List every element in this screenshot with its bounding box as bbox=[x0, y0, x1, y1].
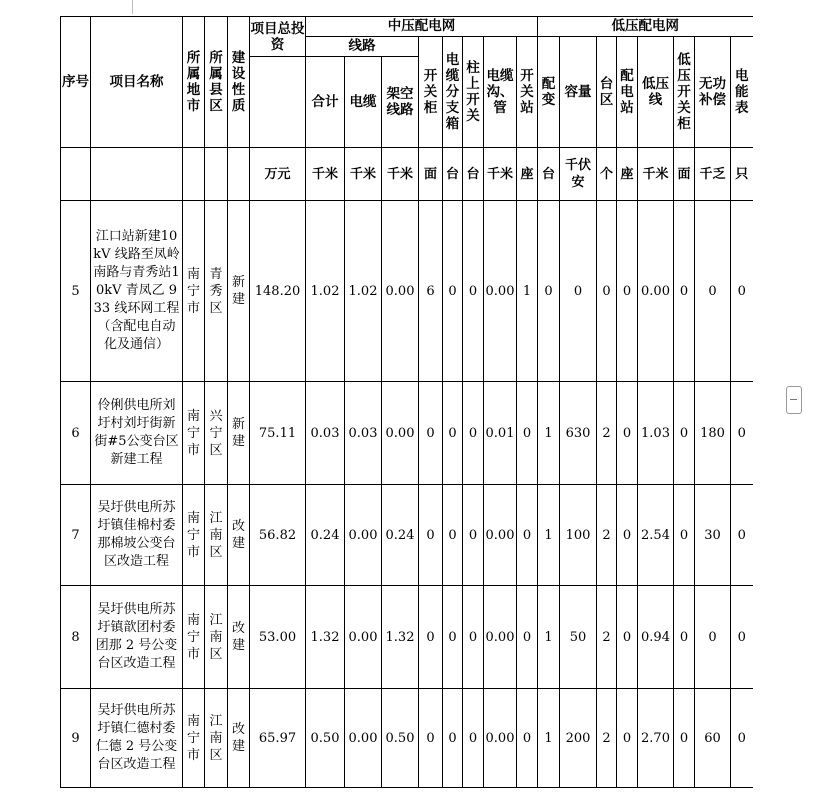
cell-lv-line: 2.54 bbox=[638, 485, 674, 586]
cell-transformer: 1 bbox=[538, 586, 560, 689]
cell-pole-switch: 0 bbox=[463, 689, 484, 788]
cell-branch-box: 0 bbox=[443, 382, 463, 485]
cell-investment: 53.00 bbox=[250, 586, 306, 689]
cell-capacity: 50 bbox=[560, 586, 597, 689]
unit-dist-room: 座 bbox=[617, 148, 638, 201]
cell-pole-switch: 0 bbox=[463, 586, 484, 689]
cell-reactive: 180 bbox=[695, 382, 731, 485]
unit-overhead: 千米 bbox=[382, 148, 419, 201]
cell-nature: 改建 bbox=[228, 485, 250, 586]
header-dist-transformer: 配变 bbox=[538, 37, 560, 148]
cell-city: 南宁市 bbox=[183, 689, 205, 788]
cell-overhead: 0.50 bbox=[382, 689, 419, 788]
cell-station: 0 bbox=[517, 586, 538, 689]
cell-project-name: 吴圩供电所苏圩镇佳棉村委那棉坡公变台区改造工程 bbox=[91, 485, 183, 586]
unit-capacity: 千伏安 bbox=[560, 148, 597, 201]
cell-nature: 改建 bbox=[228, 586, 250, 689]
cell-lv-cabinet: 0 bbox=[674, 689, 695, 788]
cell-nature: 改建 bbox=[228, 689, 250, 788]
cell-trench: 0.00 bbox=[484, 201, 517, 382]
cell-seq: 6 bbox=[61, 382, 91, 485]
cell-county: 江南区 bbox=[205, 485, 228, 586]
cell-lv-cabinet: 0 bbox=[674, 201, 695, 382]
cell-reactive: 30 bbox=[695, 485, 731, 586]
header-cable-trench: 电缆沟、管 bbox=[484, 37, 517, 148]
header-lv-line: 低压线 bbox=[638, 37, 674, 148]
unit-cable-branch-box: 台 bbox=[443, 148, 463, 201]
cell-lv-cabinet: 0 bbox=[674, 586, 695, 689]
cell-trench: 0.00 bbox=[484, 689, 517, 788]
cell-switch-cabinet: 0 bbox=[419, 382, 443, 485]
header-capacity: 容量 bbox=[560, 37, 597, 148]
unit-switch-station: 座 bbox=[517, 148, 538, 201]
cell-transformer: 1 bbox=[538, 485, 560, 586]
cell-meter: 0 bbox=[731, 382, 753, 485]
header-pole-switch: 柱上开关 bbox=[463, 37, 484, 148]
cell-project-name: 吴圩供电所苏圩镇仁德村委仁德 2 号公变台区改造工程 bbox=[91, 689, 183, 788]
cell-cable: 1.02 bbox=[345, 201, 382, 382]
cell-total: 0.50 bbox=[306, 689, 345, 788]
table-row bbox=[61, 382, 753, 485]
cell-transformer: 1 bbox=[538, 382, 560, 485]
cell-overhead: 0.00 bbox=[382, 382, 419, 485]
cell-meter: 0 bbox=[731, 586, 753, 689]
cell-branch-box: 0 bbox=[443, 689, 463, 788]
cell-cable: 0.00 bbox=[345, 586, 382, 689]
cell-seq: 5 bbox=[61, 201, 91, 382]
cell-cable: 0.00 bbox=[345, 689, 382, 788]
cell-capacity: 100 bbox=[560, 485, 597, 586]
header-total-investment: 项目总投资 bbox=[250, 17, 306, 57]
cell-county: 兴宁区 bbox=[205, 382, 228, 485]
cell-lv-cabinet: 0 bbox=[674, 382, 695, 485]
cell-county: 青秀区 bbox=[205, 201, 228, 382]
header-reactive-comp: 无功补偿 bbox=[695, 37, 731, 148]
header-seq: 序号 bbox=[61, 17, 91, 148]
unit-investment: 万元 bbox=[250, 148, 306, 201]
crop-mark bbox=[126, 0, 133, 14]
header-lv-switch-cabinet: 低压开关柜 bbox=[674, 37, 695, 148]
collapse-handle-icon[interactable] bbox=[786, 386, 802, 414]
cell-area: 2 bbox=[597, 382, 617, 485]
cell-investment: 75.11 bbox=[250, 382, 306, 485]
cell-transformer: 0 bbox=[538, 201, 560, 382]
cell-room: 0 bbox=[617, 382, 638, 485]
unit-meter: 只 bbox=[731, 148, 753, 201]
unit-lv-switch-cabinet: 面 bbox=[674, 148, 695, 201]
cell-overhead: 1.32 bbox=[382, 586, 419, 689]
cell-total: 1.32 bbox=[306, 586, 345, 689]
header-lv-group: 低压配电网 bbox=[538, 17, 753, 37]
cell-station: 0 bbox=[517, 382, 538, 485]
unit-dist-transformer: 台 bbox=[538, 148, 560, 201]
unit-cable: 千米 bbox=[345, 148, 382, 201]
header-line-cable: 电缆 bbox=[345, 57, 382, 148]
cell-pole-switch: 0 bbox=[463, 485, 484, 586]
cell-county: 江南区 bbox=[205, 586, 228, 689]
cell-county: 江南区 bbox=[205, 689, 228, 788]
cell-branch-box: 0 bbox=[443, 586, 463, 689]
cell-investment: 148.20 bbox=[250, 201, 306, 382]
cell-room: 0 bbox=[617, 201, 638, 382]
table-row bbox=[61, 201, 753, 382]
header-transformer-area: 台区 bbox=[597, 37, 617, 148]
table-row bbox=[61, 586, 753, 689]
header-line-group: 线路 bbox=[306, 37, 419, 57]
unit-lv-line: 千米 bbox=[638, 148, 674, 201]
header-dist-room: 配电站 bbox=[617, 37, 638, 148]
cell-station: 0 bbox=[517, 485, 538, 586]
cell-station: 0 bbox=[517, 689, 538, 788]
header-meter: 电能表 bbox=[731, 37, 753, 148]
cell-total: 0.03 bbox=[306, 382, 345, 485]
cell-trench: 0.00 bbox=[484, 485, 517, 586]
cell-room: 0 bbox=[617, 586, 638, 689]
cell-area: 2 bbox=[597, 485, 617, 586]
cell-investment: 56.82 bbox=[250, 485, 306, 586]
cell-project-name: 江口站新建10kV 线路至凤岭南路与青秀站10kV 青凤乙 933 线环网工程（含配电自动化及通信） bbox=[91, 201, 183, 382]
cell-switch-cabinet: 0 bbox=[419, 485, 443, 586]
cell-area: 0 bbox=[597, 201, 617, 382]
cell-nature: 新建 bbox=[228, 201, 250, 382]
cell-branch-box: 0 bbox=[443, 201, 463, 382]
cell-lv-line: 1.03 bbox=[638, 382, 674, 485]
cell-pole-switch: 0 bbox=[463, 201, 484, 382]
cell-switch-cabinet: 6 bbox=[419, 201, 443, 382]
header-city: 所属地市 bbox=[183, 17, 205, 148]
cell-investment: 65.97 bbox=[250, 689, 306, 788]
header-county: 所属县区 bbox=[205, 17, 228, 148]
cell-trench: 0.00 bbox=[484, 586, 517, 689]
cell-meter: 0 bbox=[731, 689, 753, 788]
unit-transformer-area: 个 bbox=[597, 148, 617, 201]
table-row bbox=[61, 689, 753, 788]
project-table bbox=[60, 16, 753, 788]
cell-trench: 0.01 bbox=[484, 382, 517, 485]
cell-switch-cabinet: 0 bbox=[419, 586, 443, 689]
header-line-overhead: 架空线路 bbox=[382, 57, 419, 148]
cell-lv-cabinet: 0 bbox=[674, 485, 695, 586]
cell-lv-line: 2.70 bbox=[638, 689, 674, 788]
cell-project-name: 伶俐供电所刘圩村刘圩街新街#5公变台区新建工程 bbox=[91, 382, 183, 485]
cell-city: 南宁市 bbox=[183, 382, 205, 485]
cell-seq: 8 bbox=[61, 586, 91, 689]
cell-transformer: 1 bbox=[538, 689, 560, 788]
header-cable-branch-box: 电缆分支箱 bbox=[443, 37, 463, 148]
cell-nature: 新建 bbox=[228, 382, 250, 485]
cell-reactive: 0 bbox=[695, 586, 731, 689]
cell-capacity: 630 bbox=[560, 382, 597, 485]
cell-overhead: 0.00 bbox=[382, 201, 419, 382]
header-switch-station: 开关站 bbox=[517, 37, 538, 148]
header-mv-group: 中压配电网 bbox=[306, 17, 538, 37]
cell-city: 南宁市 bbox=[183, 201, 205, 382]
unit-switch-cabinet: 面 bbox=[419, 148, 443, 201]
cell-overhead: 0.24 bbox=[382, 485, 419, 586]
cell-area: 2 bbox=[597, 586, 617, 689]
unit-reactive-comp: 千乏 bbox=[695, 148, 731, 201]
table-row bbox=[61, 485, 753, 586]
cell-cable: 0.00 bbox=[345, 485, 382, 586]
header-project-name: 项目名称 bbox=[91, 17, 183, 148]
cell-room: 0 bbox=[617, 485, 638, 586]
cell-total: 1.02 bbox=[306, 201, 345, 382]
cell-meter: 0 bbox=[731, 201, 753, 382]
unit-cable-trench: 千米 bbox=[484, 148, 517, 201]
cell-city: 南宁市 bbox=[183, 586, 205, 689]
cell-reactive: 0 bbox=[695, 201, 731, 382]
cell-lv-line: 0.94 bbox=[638, 586, 674, 689]
cell-capacity: 200 bbox=[560, 689, 597, 788]
header-switch-cabinet: 开关柜 bbox=[419, 37, 443, 148]
cell-area: 2 bbox=[597, 689, 617, 788]
cell-pole-switch: 0 bbox=[463, 382, 484, 485]
unit-total: 千米 bbox=[306, 148, 345, 201]
cell-lv-line: 0.00 bbox=[638, 201, 674, 382]
cell-branch-box: 0 bbox=[443, 485, 463, 586]
cell-total: 0.24 bbox=[306, 485, 345, 586]
cell-capacity: 0 bbox=[560, 201, 597, 382]
cell-meter: 0 bbox=[731, 485, 753, 586]
header-line-total: 合计 bbox=[306, 57, 345, 148]
cell-switch-cabinet: 0 bbox=[419, 689, 443, 788]
cell-reactive: 60 bbox=[695, 689, 731, 788]
cell-station: 1 bbox=[517, 201, 538, 382]
cell-room: 0 bbox=[617, 689, 638, 788]
cell-seq: 7 bbox=[61, 485, 91, 586]
unit-pole-switch: 台 bbox=[463, 148, 484, 201]
cell-seq: 9 bbox=[61, 689, 91, 788]
header-nature: 建设性质 bbox=[228, 17, 250, 148]
cell-city: 南宁市 bbox=[183, 485, 205, 586]
cell-cable: 0.03 bbox=[345, 382, 382, 485]
cell-project-name: 吴圩供电所苏圩镇歆团村委团那 2 号公变台区改造工程 bbox=[91, 586, 183, 689]
